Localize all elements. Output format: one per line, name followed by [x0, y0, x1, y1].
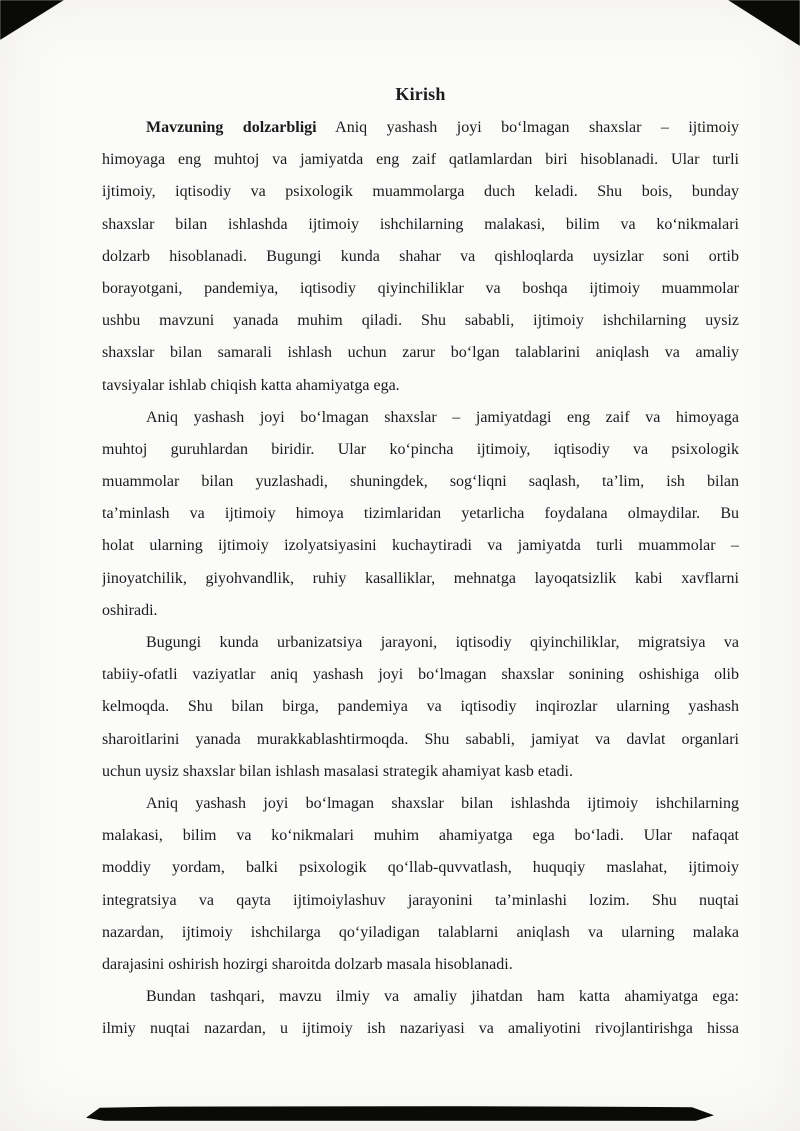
text-line: shaxslar bilan ishlashda ijtimoiy ishchilarning malakasi, bilim va ko‘nikmalari — [102, 215, 739, 233]
text-line: Aniq yashash joyi bo‘lmagan shaxslar – jamiyatdagi eng zaif va himoyaga — [146, 408, 739, 426]
scan-corner-top-left — [0, 0, 64, 40]
text-line: tavsiyalar ishlab chiqish katta ahamiyatga ega. — [102, 376, 400, 394]
text-line: ushbu mavzuni yanada muhim qiladi. Shu sababli, ijtimoiy ishchilarning uysiz — [102, 312, 739, 330]
text-line: Aniq yashash joyi bo‘lmagan shaxslar bilan ishlashda ijtimoiy ishchilarning — [146, 794, 739, 812]
text-line: malakasi, bilim va ko‘nikmalari muhim ahamiyatga ega bo‘ladi. Ular nafaqat — [102, 827, 739, 845]
scan-corner-top-right — [728, 0, 800, 46]
text-line: integratsiya va qayta ijtimoiylashuv jarayonini ta’minlashi lozim. Shu nuqtai — [102, 891, 739, 909]
text-line: oshiradi. — [102, 601, 158, 619]
text-line: uchun uysiz shaxslar bilan ishlash masalasi strategik ahamiyat kasb etadi. — [102, 762, 573, 780]
text-line: Bundan tashqari, mavzu ilmiy va amaliy jihatdan ham katta ahamiyatga ega: — [146, 988, 739, 1006]
scan-edge-bottom — [86, 1106, 714, 1121]
text-line: muammolar bilan yuzlashadi, shuningdek, sog‘liqni saqlash, ta’lim, ish bilan — [102, 473, 739, 491]
text-line: sharoitlarini yanada murakkablashtirmoqda. Shu sababli, jamiyat va davlat organlari — [102, 730, 739, 748]
document-body — [102, 76, 739, 1045]
text-line: ilmiy nuqtai nazardan, u ijtimoiy ish nazariyasi va amaliyotini rivojlantirishga hissa — [102, 1020, 739, 1038]
text-line: nazardan, ijtimoiy ishchilarga qo‘yiladigan talablarni aniqlash va ularning malaka — [102, 923, 739, 941]
text-line: dolzarb hisoblanadi. Bugungi kunda shahar va qishloqlarda uysizlar soni ortib — [102, 247, 739, 265]
text-line: moddiy yordam, balki psixologik qo‘llab-quvvatlash, huquqiy maslahat, ijtimoiy — [102, 859, 739, 877]
text-line: Mavzuning dolzarbligi Aniq yashash joyi bo‘lmagan shaxslar – ijtimoiy — [146, 119, 739, 136]
text-line: holat ularning ijtimoiy izolyatsiyasini kuchaytiradi va jamiyatda turli muammolar – — [102, 537, 739, 555]
text-line: Bugungi kunda urbanizatsiya jarayoni, iqtisodiy qiyinchiliklar, migratsiya va — [146, 634, 739, 651]
text-line: jinoyatchilik, giyohvandlik, ruhiy kasalliklar, mehnatga layoqatsizlik kabi xavflarni — [102, 569, 739, 587]
text-line: ijtimoiy, iqtisodiy va psixologik muammolarga duch keladi. Shu bois, bunday — [102, 183, 739, 201]
text-line: ta’minlash va ijtimoiy himoya tizimlaridan yetarlicha foydalana olmaydilar. Bu — [102, 505, 739, 523]
text-line: kelmoqda. Shu bilan birga, pandemiya va iqtisodiy inqirozlar ularning yashash — [102, 698, 739, 716]
text-line: muhtoj guruhlardan biridir. Ular ko‘pincha ijtimoiy, iqtisodiy va psixologik — [102, 440, 739, 458]
text-line: tabiiy-ofatli vaziyatlar aniq yashash joyi bo‘lmagan shaxslar sonining oshishiga olib — [102, 666, 739, 684]
text-line: borayotgani, pandemiya, iqtisodiy qiyinchiliklar va boshqa ijtimoiy muammolar — [102, 279, 739, 297]
text-line: himoyaga eng muhtoj va jamiyatda eng zaif qatlamlardan biri hisoblanadi. Ular turli — [102, 151, 739, 169]
section-title: Kirish — [395, 84, 446, 104]
paragraph-lead-bold: Mavzuning dolzarbligi — [146, 119, 317, 136]
text-line: darajasini oshirish hozirgi sharoitda dolzarb masala hisoblanadi. — [102, 955, 513, 973]
text-line: shaxslar bilan samarali ishlash uchun zarur bo‘lgan talablarini aniqlash va amaliy — [102, 344, 739, 362]
